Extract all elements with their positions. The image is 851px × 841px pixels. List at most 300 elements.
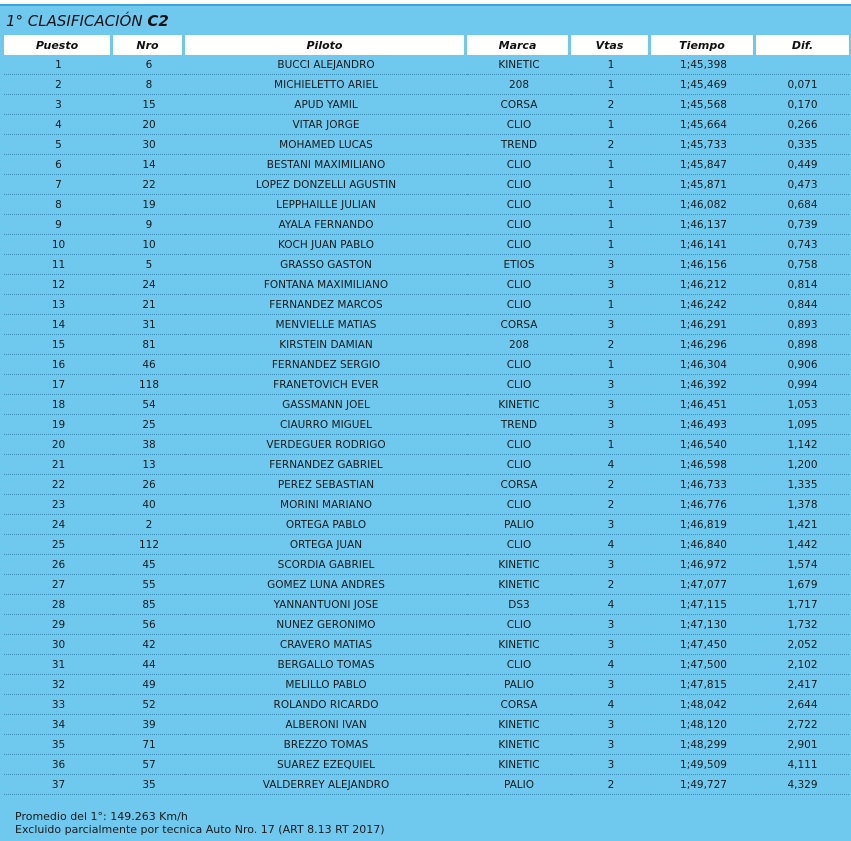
puesto-cell: 8 bbox=[4, 195, 113, 215]
marca-cell: CLIO bbox=[467, 375, 571, 395]
piloto-cell: GOMEZ LUNA ANDRES bbox=[185, 575, 467, 595]
vtas-cell: 3 bbox=[571, 515, 651, 535]
dif-cell: 2,901 bbox=[756, 735, 849, 755]
table-row bbox=[4, 295, 849, 315]
vtas-cell: 2 bbox=[571, 775, 651, 795]
piloto-cell: ORTEGA PABLO bbox=[185, 515, 467, 535]
vtas-cell: 3 bbox=[571, 755, 651, 775]
dif-cell: 1,732 bbox=[756, 615, 849, 635]
puesto-cell: 33 bbox=[4, 695, 113, 715]
tiempo-cell: 1;46,776 bbox=[651, 495, 756, 515]
table-row bbox=[4, 455, 849, 475]
dif-cell: 1,200 bbox=[756, 455, 849, 475]
puesto-cell: 24 bbox=[4, 515, 113, 535]
marca-cell: CLIO bbox=[467, 655, 571, 675]
dif-cell: 0,335 bbox=[756, 135, 849, 155]
dif-cell: 1,421 bbox=[756, 515, 849, 535]
marca-cell: CORSA bbox=[467, 475, 571, 495]
col-dif-header: Dif. bbox=[756, 35, 849, 55]
table-row bbox=[4, 195, 849, 215]
tiempo-cell: 1;46,540 bbox=[651, 435, 756, 455]
table-header-row bbox=[4, 35, 849, 55]
marca-cell: CORSA bbox=[467, 95, 571, 115]
marca-cell: CLIO bbox=[467, 615, 571, 635]
dif-cell: 0,893 bbox=[756, 315, 849, 335]
footer-notes bbox=[15, 810, 385, 836]
marca-cell: KINETIC bbox=[467, 755, 571, 775]
vtas-cell: 3 bbox=[571, 275, 651, 295]
vtas-cell: 3 bbox=[571, 375, 651, 395]
col-marca-header: Marca bbox=[467, 35, 571, 55]
table-row bbox=[4, 355, 849, 375]
nro-cell: 39 bbox=[113, 715, 185, 735]
puesto-cell: 34 bbox=[4, 715, 113, 735]
piloto-cell: FONTANA MAXIMILIANO bbox=[185, 275, 467, 295]
vtas-cell: 3 bbox=[571, 415, 651, 435]
nro-cell: 15 bbox=[113, 95, 185, 115]
nro-cell: 57 bbox=[113, 755, 185, 775]
table-row bbox=[4, 175, 849, 195]
vtas-cell: 1 bbox=[571, 75, 651, 95]
piloto-cell: MORINI MARIANO bbox=[185, 495, 467, 515]
puesto-cell: 10 bbox=[4, 235, 113, 255]
piloto-cell: AYALA FERNANDO bbox=[185, 215, 467, 235]
nro-cell: 21 bbox=[113, 295, 185, 315]
puesto-cell: 1 bbox=[4, 55, 113, 75]
dif-cell: 0,739 bbox=[756, 215, 849, 235]
piloto-cell: FRANETOVICH EVER bbox=[185, 375, 467, 395]
puesto-cell: 4 bbox=[4, 115, 113, 135]
nro-cell: 9 bbox=[113, 215, 185, 235]
vtas-cell: 3 bbox=[571, 395, 651, 415]
vtas-cell: 3 bbox=[571, 715, 651, 735]
table-row bbox=[4, 55, 849, 75]
vtas-cell: 3 bbox=[571, 315, 651, 335]
puesto-cell: 16 bbox=[4, 355, 113, 375]
tiempo-cell: 1;46,451 bbox=[651, 395, 756, 415]
tiempo-cell: 1;48,299 bbox=[651, 735, 756, 755]
puesto-cell: 25 bbox=[4, 535, 113, 555]
nro-cell: 55 bbox=[113, 575, 185, 595]
tiempo-cell: 1;46,156 bbox=[651, 255, 756, 275]
vtas-cell: 1 bbox=[571, 295, 651, 315]
table-row bbox=[4, 415, 849, 435]
title-prefix: 1° CLASIFICACIÓN bbox=[6, 12, 143, 30]
piloto-cell: LOPEZ DONZELLI AGUSTIN bbox=[185, 175, 467, 195]
marca-cell: KINETIC bbox=[467, 735, 571, 755]
dif-cell: 2,722 bbox=[756, 715, 849, 735]
table-row bbox=[4, 395, 849, 415]
nro-cell: 40 bbox=[113, 495, 185, 515]
table-row bbox=[4, 235, 849, 255]
table-row bbox=[4, 755, 849, 775]
vtas-cell: 1 bbox=[571, 175, 651, 195]
tiempo-cell: 1;46,493 bbox=[651, 415, 756, 435]
puesto-cell: 31 bbox=[4, 655, 113, 675]
table-row bbox=[4, 615, 849, 635]
piloto-cell: NUNEZ GERONIMO bbox=[185, 615, 467, 635]
puesto-cell: 12 bbox=[4, 275, 113, 295]
piloto-cell: VALDERREY ALEJANDRO bbox=[185, 775, 467, 795]
piloto-cell: MELILLO PABLO bbox=[185, 675, 467, 695]
vtas-cell: 3 bbox=[571, 615, 651, 635]
puesto-cell: 28 bbox=[4, 595, 113, 615]
marca-cell: CLIO bbox=[467, 115, 571, 135]
piloto-cell: BUCCI ALEJANDRO bbox=[185, 55, 467, 75]
table-row bbox=[4, 495, 849, 515]
nro-cell: 85 bbox=[113, 595, 185, 615]
table-row bbox=[4, 135, 849, 155]
nro-cell: 20 bbox=[113, 115, 185, 135]
table-row bbox=[4, 335, 849, 355]
puesto-cell: 19 bbox=[4, 415, 113, 435]
table-row bbox=[4, 655, 849, 675]
dif-cell: 0,743 bbox=[756, 235, 849, 255]
dif-cell: 1,442 bbox=[756, 535, 849, 555]
marca-cell: CLIO bbox=[467, 215, 571, 235]
marca-cell: CLIO bbox=[467, 455, 571, 475]
puesto-cell: 22 bbox=[4, 475, 113, 495]
vtas-cell: 4 bbox=[571, 535, 651, 555]
tiempo-cell: 1;46,304 bbox=[651, 355, 756, 375]
exclusion-note: Excluido parcialmente por tecnica Auto Nro. 17 (ART 8.13 RT 2017) bbox=[15, 823, 385, 836]
piloto-cell: GRASSO GASTON bbox=[185, 255, 467, 275]
puesto-cell: 9 bbox=[4, 215, 113, 235]
marca-cell: ETIOS bbox=[467, 255, 571, 275]
vtas-cell: 1 bbox=[571, 55, 651, 75]
nro-cell: 71 bbox=[113, 735, 185, 755]
dif-cell: 0,473 bbox=[756, 175, 849, 195]
tiempo-cell: 1;47,115 bbox=[651, 595, 756, 615]
marca-cell: CLIO bbox=[467, 495, 571, 515]
nro-cell: 56 bbox=[113, 615, 185, 635]
nro-cell: 52 bbox=[113, 695, 185, 715]
marca-cell: CLIO bbox=[467, 295, 571, 315]
nro-cell: 8 bbox=[113, 75, 185, 95]
tiempo-cell: 1;46,598 bbox=[651, 455, 756, 475]
table-row bbox=[4, 435, 849, 455]
nro-cell: 35 bbox=[113, 775, 185, 795]
vtas-cell: 2 bbox=[571, 135, 651, 155]
nro-cell: 45 bbox=[113, 555, 185, 575]
table-row bbox=[4, 775, 849, 795]
piloto-cell: PEREZ SEBASTIAN bbox=[185, 475, 467, 495]
dif-cell: 0,844 bbox=[756, 295, 849, 315]
piloto-cell: ROLANDO RICARDO bbox=[185, 695, 467, 715]
vtas-cell: 3 bbox=[571, 735, 651, 755]
marca-cell: KINETIC bbox=[467, 575, 571, 595]
marca-cell: KINETIC bbox=[467, 55, 571, 75]
table-row bbox=[4, 155, 849, 175]
table-row bbox=[4, 535, 849, 555]
table-row bbox=[4, 75, 849, 95]
title-category: C2 bbox=[147, 12, 169, 30]
dif-cell: 1,574 bbox=[756, 555, 849, 575]
marca-cell: CLIO bbox=[467, 155, 571, 175]
vtas-cell: 4 bbox=[571, 595, 651, 615]
table-row bbox=[4, 215, 849, 235]
puesto-cell: 21 bbox=[4, 455, 113, 475]
table-row bbox=[4, 695, 849, 715]
marca-cell: KINETIC bbox=[467, 395, 571, 415]
piloto-cell: VERDEGUER RODRIGO bbox=[185, 435, 467, 455]
table-row bbox=[4, 595, 849, 615]
piloto-cell: YANNANTUONI JOSE bbox=[185, 595, 467, 615]
puesto-cell: 35 bbox=[4, 735, 113, 755]
piloto-cell: MENVIELLE MATIAS bbox=[185, 315, 467, 335]
tiempo-cell: 1;46,141 bbox=[651, 235, 756, 255]
table-row bbox=[4, 715, 849, 735]
puesto-cell: 6 bbox=[4, 155, 113, 175]
dif-cell: 0,170 bbox=[756, 95, 849, 115]
nro-cell: 22 bbox=[113, 175, 185, 195]
nro-cell: 13 bbox=[113, 455, 185, 475]
tiempo-cell: 1;46,972 bbox=[651, 555, 756, 575]
tiempo-cell: 1;46,733 bbox=[651, 475, 756, 495]
nro-cell: 112 bbox=[113, 535, 185, 555]
vtas-cell: 4 bbox=[571, 655, 651, 675]
piloto-cell: LEPPHAILLE JULIAN bbox=[185, 195, 467, 215]
piloto-cell: BREZZO TOMAS bbox=[185, 735, 467, 755]
tiempo-cell: 1;46,819 bbox=[651, 515, 756, 535]
page-title bbox=[6, 12, 169, 30]
puesto-cell: 3 bbox=[4, 95, 113, 115]
marca-cell: CLIO bbox=[467, 235, 571, 255]
tiempo-cell: 1;47,130 bbox=[651, 615, 756, 635]
tiempo-cell: 1;49,727 bbox=[651, 775, 756, 795]
piloto-cell: ALBERONI IVAN bbox=[185, 715, 467, 735]
vtas-cell: 4 bbox=[571, 695, 651, 715]
vtas-cell: 1 bbox=[571, 435, 651, 455]
marca-cell: 208 bbox=[467, 335, 571, 355]
table-row bbox=[4, 635, 849, 655]
vtas-cell: 1 bbox=[571, 215, 651, 235]
table-row bbox=[4, 95, 849, 115]
vtas-cell: 1 bbox=[571, 355, 651, 375]
vtas-cell: 1 bbox=[571, 235, 651, 255]
dif-cell: 0,898 bbox=[756, 335, 849, 355]
tiempo-cell: 1;46,212 bbox=[651, 275, 756, 295]
tiempo-cell: 1;48,042 bbox=[651, 695, 756, 715]
dif-cell: 1,679 bbox=[756, 575, 849, 595]
puesto-cell: 37 bbox=[4, 775, 113, 795]
tiempo-cell: 1;47,077 bbox=[651, 575, 756, 595]
tiempo-cell: 1;45,664 bbox=[651, 115, 756, 135]
piloto-cell: CRAVERO MATIAS bbox=[185, 635, 467, 655]
dif-cell: 4,111 bbox=[756, 755, 849, 775]
tiempo-cell: 1;45,469 bbox=[651, 75, 756, 95]
dif-cell: 4,329 bbox=[756, 775, 849, 795]
tiempo-cell: 1;47,450 bbox=[651, 635, 756, 655]
piloto-cell: BESTANI MAXIMILIANO bbox=[185, 155, 467, 175]
marca-cell: PALIO bbox=[467, 775, 571, 795]
tiempo-cell: 1;45,871 bbox=[651, 175, 756, 195]
nro-cell: 46 bbox=[113, 355, 185, 375]
marca-cell: CLIO bbox=[467, 195, 571, 215]
col-vtas-header: Vtas bbox=[571, 35, 651, 55]
marca-cell: CLIO bbox=[467, 175, 571, 195]
tiempo-cell: 1;46,392 bbox=[651, 375, 756, 395]
dif-cell: 1,095 bbox=[756, 415, 849, 435]
tiempo-cell: 1;47,500 bbox=[651, 655, 756, 675]
piloto-cell: CIAURRO MIGUEL bbox=[185, 415, 467, 435]
table-row bbox=[4, 375, 849, 395]
tiempo-cell: 1;46,840 bbox=[651, 535, 756, 555]
marca-cell: TREND bbox=[467, 135, 571, 155]
dif-cell: 2,417 bbox=[756, 675, 849, 695]
piloto-cell: MICHIELETTO ARIEL bbox=[185, 75, 467, 95]
col-puesto-header: Puesto bbox=[4, 35, 113, 55]
piloto-cell: GASSMANN JOEL bbox=[185, 395, 467, 415]
vtas-cell: 4 bbox=[571, 455, 651, 475]
piloto-cell: VITAR JORGE bbox=[185, 115, 467, 135]
nro-cell: 10 bbox=[113, 235, 185, 255]
vtas-cell: 2 bbox=[571, 495, 651, 515]
dif-cell: 1,378 bbox=[756, 495, 849, 515]
puesto-cell: 32 bbox=[4, 675, 113, 695]
dif-cell: 2,052 bbox=[756, 635, 849, 655]
dif-cell: 1,142 bbox=[756, 435, 849, 455]
dif-cell: 0,071 bbox=[756, 75, 849, 95]
vtas-cell: 2 bbox=[571, 95, 651, 115]
nro-cell: 42 bbox=[113, 635, 185, 655]
tiempo-cell: 1;46,291 bbox=[651, 315, 756, 335]
table-row bbox=[4, 555, 849, 575]
marca-cell: CLIO bbox=[467, 535, 571, 555]
puesto-cell: 36 bbox=[4, 755, 113, 775]
dif-cell: 0,906 bbox=[756, 355, 849, 375]
piloto-cell: BERGALLO TOMAS bbox=[185, 655, 467, 675]
nro-cell: 49 bbox=[113, 675, 185, 695]
puesto-cell: 13 bbox=[4, 295, 113, 315]
table-row bbox=[4, 575, 849, 595]
marca-cell: PALIO bbox=[467, 515, 571, 535]
col-nro-header: Nro bbox=[113, 35, 185, 55]
puesto-cell: 27 bbox=[4, 575, 113, 595]
dif-cell: 0,994 bbox=[756, 375, 849, 395]
tiempo-cell: 1;45,733 bbox=[651, 135, 756, 155]
dif-cell: 2,102 bbox=[756, 655, 849, 675]
dif-cell: 1,717 bbox=[756, 595, 849, 615]
vtas-cell: 3 bbox=[571, 555, 651, 575]
marca-cell: TREND bbox=[467, 415, 571, 435]
piloto-cell: FERNANDEZ MARCOS bbox=[185, 295, 467, 315]
puesto-cell: 14 bbox=[4, 315, 113, 335]
dif-cell: 0,758 bbox=[756, 255, 849, 275]
nro-cell: 38 bbox=[113, 435, 185, 455]
nro-cell: 25 bbox=[113, 415, 185, 435]
puesto-cell: 29 bbox=[4, 615, 113, 635]
puesto-cell: 2 bbox=[4, 75, 113, 95]
nro-cell: 24 bbox=[113, 275, 185, 295]
tiempo-cell: 1;47,815 bbox=[651, 675, 756, 695]
table-row bbox=[4, 675, 849, 695]
marca-cell: 208 bbox=[467, 75, 571, 95]
puesto-cell: 17 bbox=[4, 375, 113, 395]
marca-cell: KINETIC bbox=[467, 715, 571, 735]
tiempo-cell: 1;46,242 bbox=[651, 295, 756, 315]
nro-cell: 54 bbox=[113, 395, 185, 415]
tiempo-cell: 1;49,509 bbox=[651, 755, 756, 775]
piloto-cell: KIRSTEIN DAMIAN bbox=[185, 335, 467, 355]
nro-cell: 31 bbox=[113, 315, 185, 335]
vtas-cell: 2 bbox=[571, 575, 651, 595]
marca-cell: CORSA bbox=[467, 695, 571, 715]
piloto-cell: FERNANDEZ SERGIO bbox=[185, 355, 467, 375]
puesto-cell: 26 bbox=[4, 555, 113, 575]
marca-cell: KINETIC bbox=[467, 555, 571, 575]
puesto-cell: 18 bbox=[4, 395, 113, 415]
marca-cell: PALIO bbox=[467, 675, 571, 695]
piloto-cell: KOCH JUAN PABLO bbox=[185, 235, 467, 255]
tiempo-cell: 1;46,137 bbox=[651, 215, 756, 235]
tiempo-cell: 1;45,398 bbox=[651, 55, 756, 75]
tiempo-cell: 1;45,847 bbox=[651, 155, 756, 175]
dif-cell: 1,053 bbox=[756, 395, 849, 415]
puesto-cell: 7 bbox=[4, 175, 113, 195]
marca-cell: KINETIC bbox=[467, 635, 571, 655]
nro-cell: 14 bbox=[113, 155, 185, 175]
vtas-cell: 3 bbox=[571, 675, 651, 695]
tiempo-cell: 1;46,082 bbox=[651, 195, 756, 215]
piloto-cell: SUAREZ EZEQUIEL bbox=[185, 755, 467, 775]
dif-cell bbox=[756, 55, 849, 75]
piloto-cell: ORTEGA JUAN bbox=[185, 535, 467, 555]
nro-cell: 81 bbox=[113, 335, 185, 355]
tiempo-cell: 1;48,120 bbox=[651, 715, 756, 735]
nro-cell: 19 bbox=[113, 195, 185, 215]
table-row bbox=[4, 315, 849, 335]
piloto-cell: MOHAMED LUCAS bbox=[185, 135, 467, 155]
table-row bbox=[4, 515, 849, 535]
puesto-cell: 23 bbox=[4, 495, 113, 515]
piloto-cell: SCORDIA GABRIEL bbox=[185, 555, 467, 575]
table-row bbox=[4, 735, 849, 755]
puesto-cell: 11 bbox=[4, 255, 113, 275]
puesto-cell: 5 bbox=[4, 135, 113, 155]
table-row bbox=[4, 275, 849, 295]
vtas-cell: 3 bbox=[571, 255, 651, 275]
piloto-cell: APUD YAMIL bbox=[185, 95, 467, 115]
vtas-cell: 1 bbox=[571, 155, 651, 175]
nro-cell: 30 bbox=[113, 135, 185, 155]
marca-cell: CLIO bbox=[467, 355, 571, 375]
nro-cell: 5 bbox=[113, 255, 185, 275]
table-row bbox=[4, 475, 849, 495]
dif-cell: 0,266 bbox=[756, 115, 849, 135]
vtas-cell: 2 bbox=[571, 475, 651, 495]
vtas-cell: 1 bbox=[571, 115, 651, 135]
vtas-cell: 2 bbox=[571, 335, 651, 355]
col-piloto-header: Piloto bbox=[185, 35, 467, 55]
piloto-cell: FERNANDEZ GABRIEL bbox=[185, 455, 467, 475]
nro-cell: 2 bbox=[113, 515, 185, 535]
puesto-cell: 20 bbox=[4, 435, 113, 455]
average-speed-note: Promedio del 1°: 149.263 Km/h bbox=[15, 810, 188, 823]
dif-cell: 0,449 bbox=[756, 155, 849, 175]
marca-cell: DS3 bbox=[467, 595, 571, 615]
classification-table bbox=[4, 35, 849, 795]
tiempo-cell: 1;45,568 bbox=[651, 95, 756, 115]
vtas-cell: 3 bbox=[571, 635, 651, 655]
dif-cell: 1,335 bbox=[756, 475, 849, 495]
table-row bbox=[4, 115, 849, 135]
tiempo-cell: 1;46,296 bbox=[651, 335, 756, 355]
vtas-cell: 1 bbox=[571, 195, 651, 215]
table-row bbox=[4, 255, 849, 275]
marca-cell: CLIO bbox=[467, 275, 571, 295]
puesto-cell: 30 bbox=[4, 635, 113, 655]
